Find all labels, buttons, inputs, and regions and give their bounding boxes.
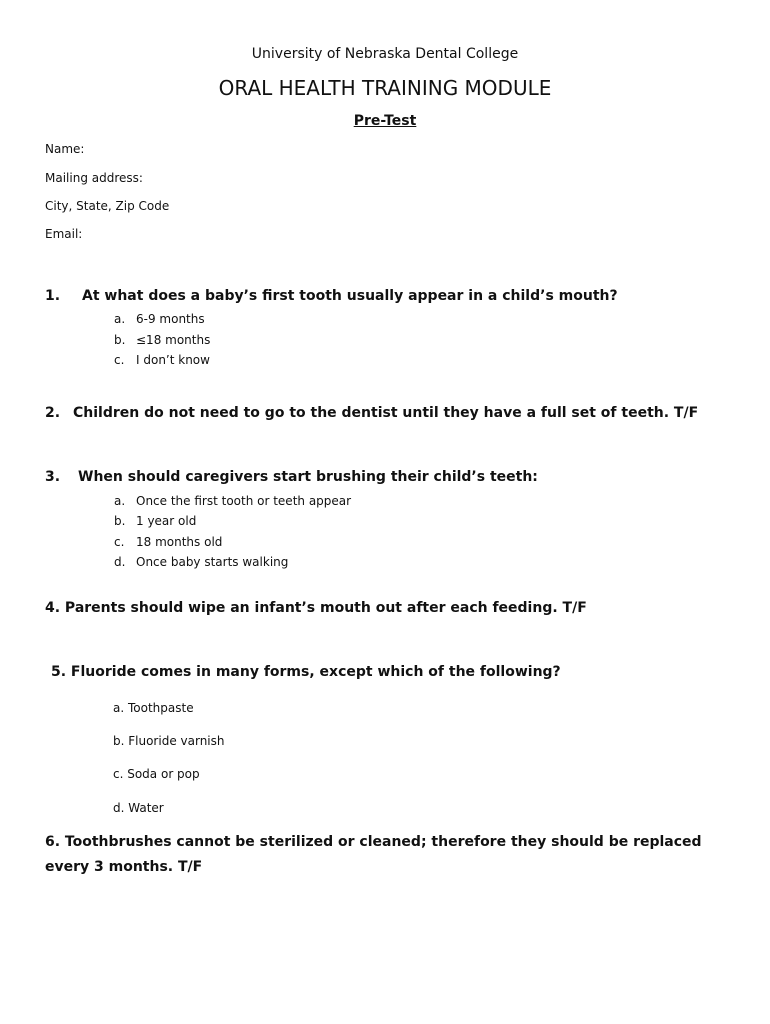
question-2 [0, 405, 770, 425]
option-letter: b. [114, 333, 126, 347]
question-3-text: When should caregivers start brushing their child’s teeth: [78, 469, 538, 485]
question-1-option-b [0, 333, 770, 349]
question-2-number: 2. [45, 405, 61, 421]
question-1-option-a [0, 312, 770, 328]
question-3-option-d [0, 555, 770, 571]
option-text: ≤18 months [136, 333, 211, 347]
name-label: Name: [45, 142, 85, 156]
option-text: 6-9 months [136, 312, 205, 326]
option-letter: d. [114, 555, 126, 569]
option-letter: b. [114, 514, 126, 528]
question-3-option-b [0, 514, 770, 530]
city-state-zip-label: City, State, Zip Code [45, 199, 170, 213]
question-3-option-c [0, 535, 770, 551]
page-subtitle: Pre-Test [353, 113, 417, 129]
question-5-option-c: c. Soda or pop [113, 767, 200, 781]
option-text: I don’t know [136, 353, 210, 367]
mailing-address-label: Mailing address: [45, 171, 143, 185]
page-title: ORAL HEALTH TRAINING MODULE [218, 76, 552, 100]
question-3 [0, 469, 770, 489]
question-5-option-d: d. Water [113, 801, 164, 815]
option-letter: c. [114, 535, 125, 549]
question-1-number: 1. [45, 288, 61, 304]
question-6-line-2: every 3 months. T/F [45, 859, 203, 875]
question-5-option-a: a. Toothpaste [113, 701, 194, 715]
option-letter: a. [114, 312, 126, 326]
email-label: Email: [45, 227, 83, 241]
question-1 [0, 288, 770, 308]
question-4: 4. Parents should wipe an infant’s mouth out after each feeding. T/F [45, 600, 587, 616]
option-text: 18 months old [136, 535, 223, 549]
question-5: 5. Fluoride comes in many forms, except which of the following? [51, 664, 561, 680]
option-text: Once baby starts walking [136, 555, 289, 569]
question-5-option-b: b. Fluoride varnish [113, 734, 225, 748]
question-1-option-c [0, 353, 770, 369]
option-text: Once the first tooth or teeth appear [136, 494, 352, 508]
option-letter: a. [114, 494, 126, 508]
question-2-text: Children do not need to go to the dentist until they have a full set of teeth. T/F [73, 405, 699, 421]
question-6-line-1: 6. Toothbrushes cannot be sterilized or cleaned; therefore they should be replaced [45, 834, 702, 850]
option-letter: c. [114, 353, 125, 367]
question-3-number: 3. [45, 469, 61, 485]
question-1-text: At what does a baby’s first tooth usually appear in a child’s mouth? [82, 288, 618, 304]
question-3-option-a [0, 494, 770, 510]
option-text: 1 year old [136, 514, 197, 528]
institution-name: University of Nebraska Dental College [251, 46, 519, 62]
